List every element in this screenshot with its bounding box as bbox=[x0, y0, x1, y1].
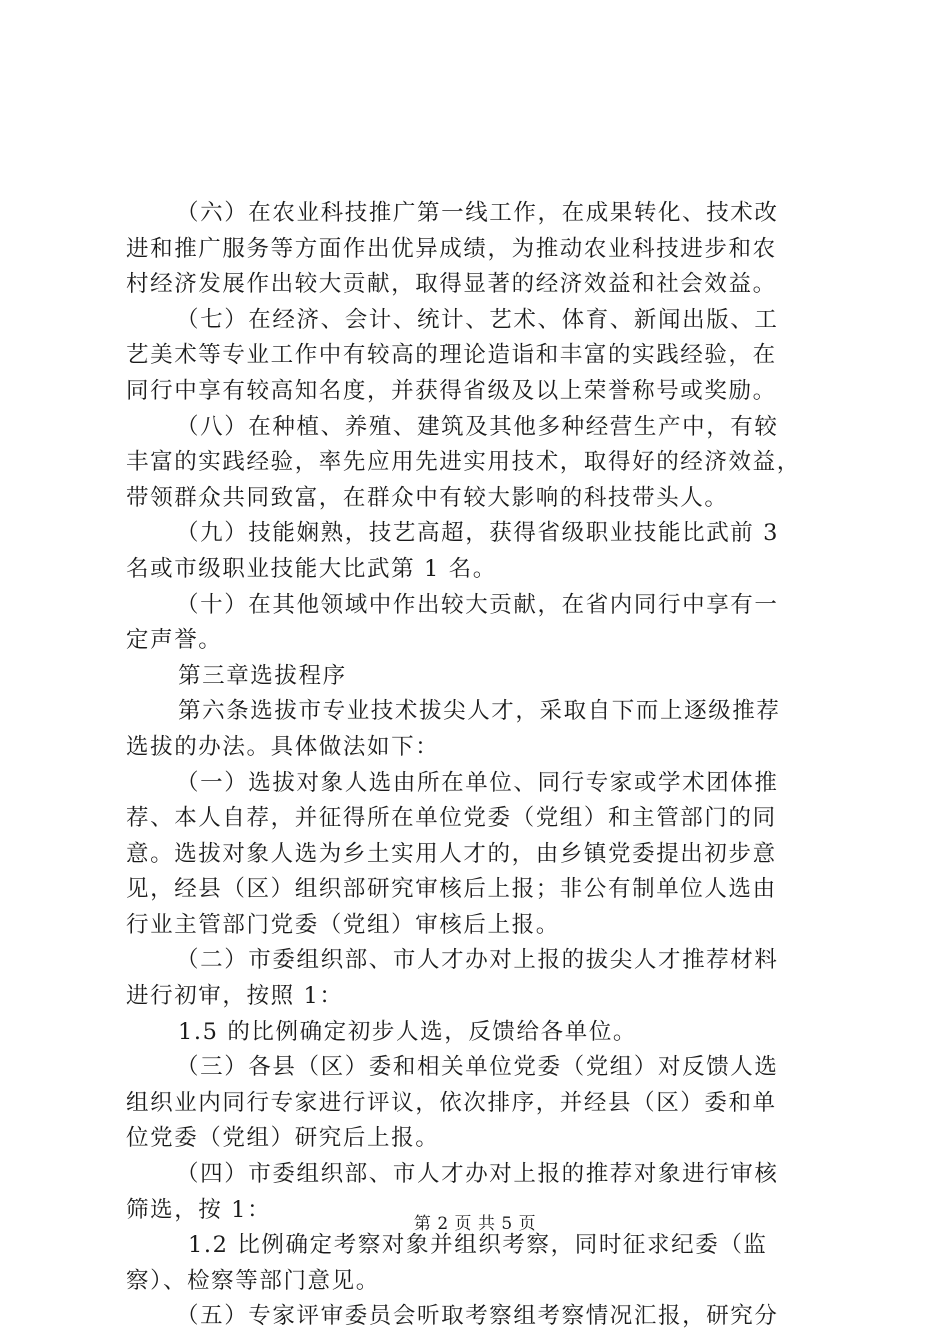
text-line: 丰富的实践经验，率先应用先进实用技术，取得好的经济效益， bbox=[126, 449, 801, 476]
text-line: （十）在其他领域中作出较大贡献，在省内同行中享有一 bbox=[176, 591, 779, 618]
text-line: 名或市级职业技能大比武第 1 名。 bbox=[126, 555, 497, 582]
page-footer: 第 2 页 共 5 页 bbox=[413, 1214, 537, 1234]
text-line: 定声誉。 bbox=[126, 627, 223, 654]
text-line: （九）技能娴熟，技艺高超，获得省级职业技能比武前 3 bbox=[176, 520, 780, 547]
text-line: 行业主管部门党委（党组）审核后上报。 bbox=[126, 911, 560, 938]
text-line: 见，经县（区）组织部研究审核后上报；非公有制单位人选由 bbox=[126, 876, 777, 903]
text-line: 位党委（党组）研究后上报。 bbox=[126, 1125, 440, 1152]
text-line: 村经济发展作出较大贡献，取得显著的经济效益和社会效益。 bbox=[126, 271, 777, 298]
text-line: （八）在种植、养殖、建筑及其他多种经营生产中，有较 bbox=[176, 413, 779, 440]
text-line: 筛选，按 1： bbox=[126, 1196, 272, 1223]
text-line: 荐、本人自荐，并征得所在单位党委（党组）和主管部门的同 bbox=[126, 805, 777, 832]
text-line: 带领群众共同致富，在群众中有较大影响的科技带头人。 bbox=[126, 484, 729, 511]
text-line: （七）在经济、会计、统计、艺术、体育、新闻出版、工 bbox=[176, 306, 779, 333]
text-line: （四）市委组织部、市人才办对上报的推荐对象进行审核 bbox=[176, 1161, 779, 1188]
text-line: 第六条选拔市专业技术拔尖人才，采取自下而上逐级推荐 bbox=[178, 698, 781, 725]
text-line: 进行初审，按照 1： bbox=[126, 983, 344, 1010]
document-body bbox=[126, 196, 836, 1335]
text-line: （三）各县（区）委和相关单位党委（党组）对反馈人选 bbox=[176, 1054, 779, 1081]
text-line: 察）、检察等部门意见。 bbox=[126, 1267, 380, 1294]
text-line: （一）选拔对象人选由所在单位、同行专家或学术团体推 bbox=[176, 769, 779, 796]
text-line: （五）专家评审委员会听取考察组考察情况汇报，研究分 bbox=[176, 1303, 779, 1330]
text-line: 1.5 的比例确定初步人选，反馈给各单位。 bbox=[178, 1018, 638, 1045]
text-line: 艺美术等专业工作中有较高的理论造诣和丰富的实践经验，在 bbox=[126, 342, 777, 369]
text-line: （二）市委组织部、市人才办对上报的拔尖人才推荐材料 bbox=[176, 947, 779, 974]
text-line: 进和推广服务等方面作出优异成绩，为推动农业科技进步和农 bbox=[126, 235, 777, 262]
text-line: 1.2 比例确定考察对象并组织考察，同时征求纪委（监 bbox=[188, 1232, 768, 1259]
text-line: （六）在农业科技推广第一线工作，在成果转化、技术改 bbox=[176, 200, 779, 226]
text-line: 同行中享有较高知名度，并获得省级及以上荣誉称号或奖励。 bbox=[126, 377, 777, 404]
text-line: 选拔的办法。具体做法如下： bbox=[126, 733, 440, 760]
text-line: 第三章选拔程序 bbox=[178, 662, 347, 689]
text-line: 组织业内同行专家进行评议，依次排序，并经县（区）委和单 bbox=[126, 1089, 777, 1116]
text-line: 意。选拔对象人选为乡土实用人才的，由乡镇党委提出初步意 bbox=[126, 840, 777, 867]
